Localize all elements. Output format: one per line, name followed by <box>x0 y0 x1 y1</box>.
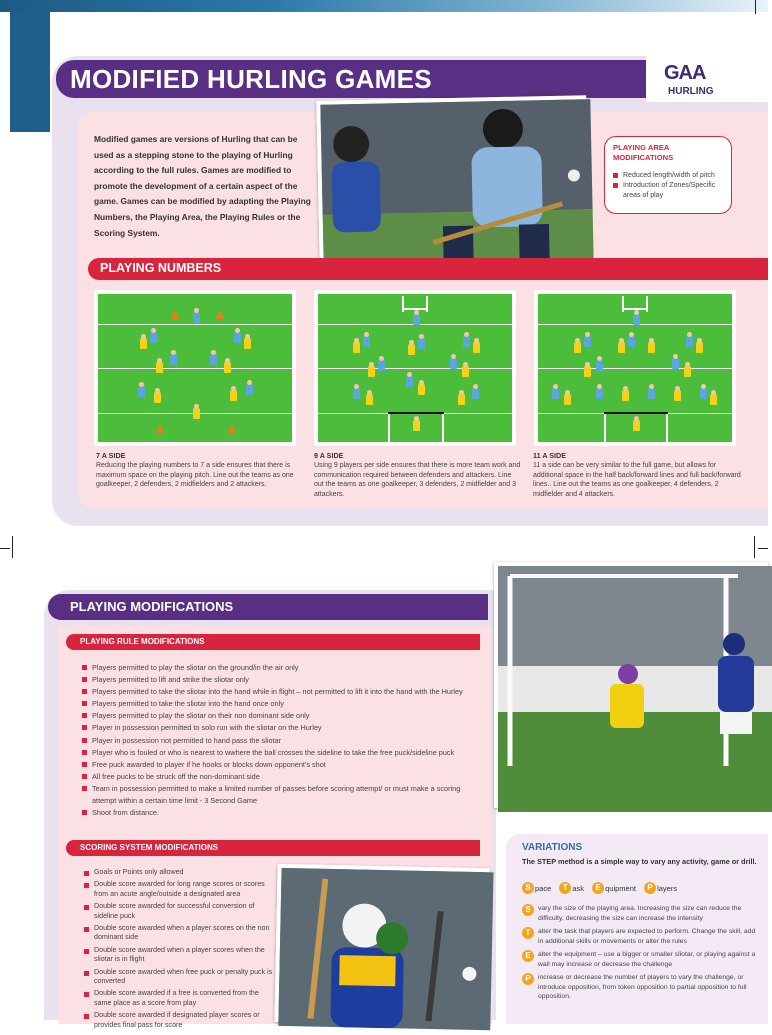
player-icon <box>244 338 251 349</box>
player-icon <box>686 336 693 347</box>
variation-item-players <box>522 973 762 1002</box>
diagram-11-a-side <box>534 290 736 446</box>
player-icon <box>462 366 469 377</box>
list-item: Double score awarded if a free is converted from the same place as a score from play <box>84 989 274 1008</box>
playing-area-box <box>604 136 732 214</box>
goal-post-icon <box>604 412 606 442</box>
list-item: Players permitted to take the sliotar into the hand once only <box>82 698 482 710</box>
pitch-halfway-line <box>318 368 512 369</box>
caption-title: 11 A SIDE <box>533 451 567 460</box>
cone-icon <box>171 310 179 319</box>
step-word: ask <box>572 883 585 893</box>
player-icon <box>413 314 420 325</box>
player-icon <box>672 358 679 369</box>
step-badge-p: P <box>522 973 534 985</box>
player-icon <box>564 394 571 405</box>
player-icon <box>418 338 425 349</box>
goal-post-icon <box>442 412 444 442</box>
caption-text: Using 9 players per side ensures that there is more team work and communication required between defenders and attackers. Line out the teams as one goalkeeper, 3 defenders, 2 midfielder and 3 attackers. <box>314 462 521 498</box>
player-icon <box>224 362 231 373</box>
variation-item-space <box>522 904 762 923</box>
step-badge-s: S <box>522 882 534 894</box>
player-icon <box>234 332 241 343</box>
player-icon <box>418 384 425 395</box>
list-item: Team in possession permitted to make a limited number of passes before scoring attempt/ or must make a scoring attempt within a certain time limit - 3 Second Game <box>82 783 482 807</box>
goal-crossbar <box>604 412 668 414</box>
caption-text: Reducing the playing numbers to 7 a side ensures that there is maximum space on the playing pitch. Line out the teams as one goalkeeper, 2 defenders, 2 midfielders and 2 attackers. <box>96 462 294 489</box>
diagram-9-a-side <box>314 290 516 446</box>
goal-post-icon <box>666 412 668 442</box>
player-icon <box>140 338 147 349</box>
variation-text: increase or decrease the number of players to vary the challenge, or introduce opposition, from token opposition to partial opposition to full opposition. <box>538 974 747 1001</box>
crop-mark <box>758 548 768 549</box>
player-icon <box>710 394 717 405</box>
list-item: Shoot from distance. <box>82 807 482 819</box>
playing-numbers-title: PLAYING NUMBERS <box>100 261 222 275</box>
step-badge-e: E <box>592 882 604 894</box>
step-badge-t: T <box>559 882 571 894</box>
playing-area-title: PLAYING AREA MODIFICATIONS <box>613 143 674 162</box>
list-item: Goals or Points only allowed <box>84 868 274 877</box>
caption-title: 9 A SIDE <box>314 451 344 460</box>
goal-scene-photo <box>494 562 768 808</box>
player-icon <box>584 336 591 347</box>
player-icon <box>463 336 470 347</box>
hurling-players-photo <box>316 95 589 269</box>
list-item: All free pucks to be struck off the non-dominant side <box>82 771 482 783</box>
player-icon <box>574 342 581 353</box>
variations-lead: The STEP method is a simple way to vary any activity, game or drill. <box>522 857 757 866</box>
top-color-strip <box>0 0 768 12</box>
step-word: quipment <box>605 883 636 893</box>
step-badge-e: E <box>522 950 534 962</box>
left-blue-band <box>10 12 50 132</box>
list-item: Player who is fouled or who is nearest to wwhere the ball crosses the sideline to take the free puck/sideline puck <box>82 747 482 759</box>
variation-text: alter the task that players are expected to perform. Change the skill, add in additional skills or movements or alter the rules <box>538 928 756 945</box>
list-item: Players permitted to lift and strike the sliotar only <box>82 674 482 686</box>
player-icon <box>156 362 163 373</box>
list-item: Introduction of Zones/Specific areas of play <box>613 181 723 200</box>
player-icon <box>628 336 635 347</box>
intro-text: Modified games are versions of Hurling that can be used as a stepping stone to the playing of Hurling according to the full rules. Games are modified to promote the development of a certain aspect of the game. Games can be modified by adapting the Playing Numbers, the Playing Area, the Playing Rules or the Scoring System. <box>94 134 311 238</box>
list-item: Double score awarded for long range scores or scores from an acute angle/outside a designated area <box>84 880 274 899</box>
player-icon <box>450 358 457 369</box>
young-hurlers-photo <box>274 864 489 1026</box>
goal-post-icon <box>388 412 390 442</box>
variations-title: VARIATIONS <box>522 842 583 853</box>
player-icon <box>408 344 415 355</box>
list-item: Players permitted to play the sliotar on the ground/in the air only <box>82 662 482 674</box>
player-icon <box>363 336 370 347</box>
list-item: Players permitted to play the sliotar on their non dominant side only <box>82 710 482 722</box>
pitch <box>537 293 733 443</box>
player-icon <box>378 360 385 371</box>
player-icon <box>413 420 420 431</box>
player-icon <box>684 366 691 377</box>
player-icon <box>154 392 161 403</box>
list-item: Player in possession not permitted to hand pass the sliotar <box>82 735 482 747</box>
list-item: Double score awarded when a player scores on the non dominant side <box>84 924 274 943</box>
player-icon <box>674 390 681 401</box>
player-icon <box>193 312 200 323</box>
player-icon <box>368 366 375 377</box>
rule-list <box>82 662 482 819</box>
player-icon <box>138 386 145 397</box>
player-icon <box>648 342 655 353</box>
rule-modifications-title: PLAYING RULE MODIFICATIONS <box>80 637 205 646</box>
player-icon <box>696 342 703 353</box>
scoring-modifications-title: SCORING SYSTEM MODIFICATIONS <box>80 843 219 852</box>
step-badge-t: T <box>522 927 534 939</box>
variation-text: alter the equipment – use a bigger or smaller sliotar, or playing against a wall may increase or decrease the challenge <box>538 951 756 968</box>
player-icon <box>366 394 373 405</box>
step-acronym <box>522 882 683 894</box>
list-item: Double score awarded for successful conversion of sideline puck <box>84 902 274 921</box>
list-item: Player in possession permitted to solo run with the sliotar on the Hurley <box>82 722 482 734</box>
player-icon <box>353 342 360 353</box>
scoring-list <box>84 868 274 1033</box>
list-item: Free puck awarded to player if he hooks or blocks down opponent's shot <box>82 759 482 771</box>
player-icon <box>552 388 559 399</box>
player-icon <box>472 388 479 399</box>
player-icon <box>618 342 625 353</box>
goal-crossbar <box>388 412 444 414</box>
step-word: pace <box>535 883 552 893</box>
crop-mark <box>0 548 10 549</box>
player-icon <box>473 342 480 353</box>
variation-item-equipment <box>522 950 762 969</box>
player-icon <box>458 394 465 405</box>
crop-mark <box>12 536 13 558</box>
player-icon <box>596 360 603 371</box>
pitch-line <box>98 324 292 325</box>
player-icon <box>633 314 640 325</box>
playing-area-list <box>613 171 723 200</box>
gaa-logo-subtitle: HURLING <box>668 86 714 97</box>
crop-mark <box>754 536 755 558</box>
list-item: Double score awarded if designated player scores or provides final pass for score <box>84 1011 274 1030</box>
step-word: layers <box>657 883 678 893</box>
variation-text: vary the size of the playing area. Increasing the size can reduce the difficulty, decreasing the size can increase the intensity <box>538 905 742 922</box>
player-icon <box>648 388 655 399</box>
player-icon <box>584 366 591 377</box>
step-badge-p: P <box>644 882 656 894</box>
player-icon <box>193 408 200 419</box>
list-item: Double score awarded when a player scores when the sliotar is in flight <box>84 946 274 965</box>
variation-item-task <box>522 927 762 946</box>
pitch <box>97 293 293 443</box>
page-title: MODIFIED HURLING GAMES <box>70 64 432 94</box>
player-icon <box>170 354 177 365</box>
diagram-7-a-side <box>94 290 296 446</box>
pitch-halfway-line <box>98 368 292 369</box>
player-icon <box>406 376 413 387</box>
gaa-logo: GAA <box>664 62 706 84</box>
player-icon <box>596 388 603 399</box>
list-item: Double score awarded when free puck or penalty puck is converted <box>84 968 274 987</box>
player-icon <box>210 354 217 365</box>
player-icon <box>150 332 157 343</box>
cone-icon <box>216 310 224 319</box>
step-badge-s: S <box>522 904 534 916</box>
caption-title: 7 A SIDE <box>96 451 126 460</box>
caption-text: 11 a side can be very similar to the full game, but allows for additional space in the half back/forward lines and full back/forward lines.. Line out the teams as one goalkeeper, 4 defenders, 2 midfielder and 4 attackers. <box>533 462 741 498</box>
playing-modifications-title: PLAYING MODIFICATIONS <box>70 599 234 614</box>
pitch <box>317 293 513 443</box>
player-icon <box>700 388 707 399</box>
cone-icon <box>156 424 164 433</box>
list-item: Players permitted to take the sliotar into the hand while in flight – not permitted to lift it into the hand with the Hurley <box>82 686 482 698</box>
player-icon <box>230 390 237 401</box>
player-icon <box>353 388 360 399</box>
list-item: Reduced length/width of pitch <box>613 171 723 180</box>
player-icon <box>633 420 640 431</box>
cone-icon <box>228 424 236 433</box>
player-icon <box>246 384 253 395</box>
crop-mark <box>755 0 756 14</box>
pitch-halfway-line <box>538 368 732 369</box>
player-icon <box>622 390 629 401</box>
